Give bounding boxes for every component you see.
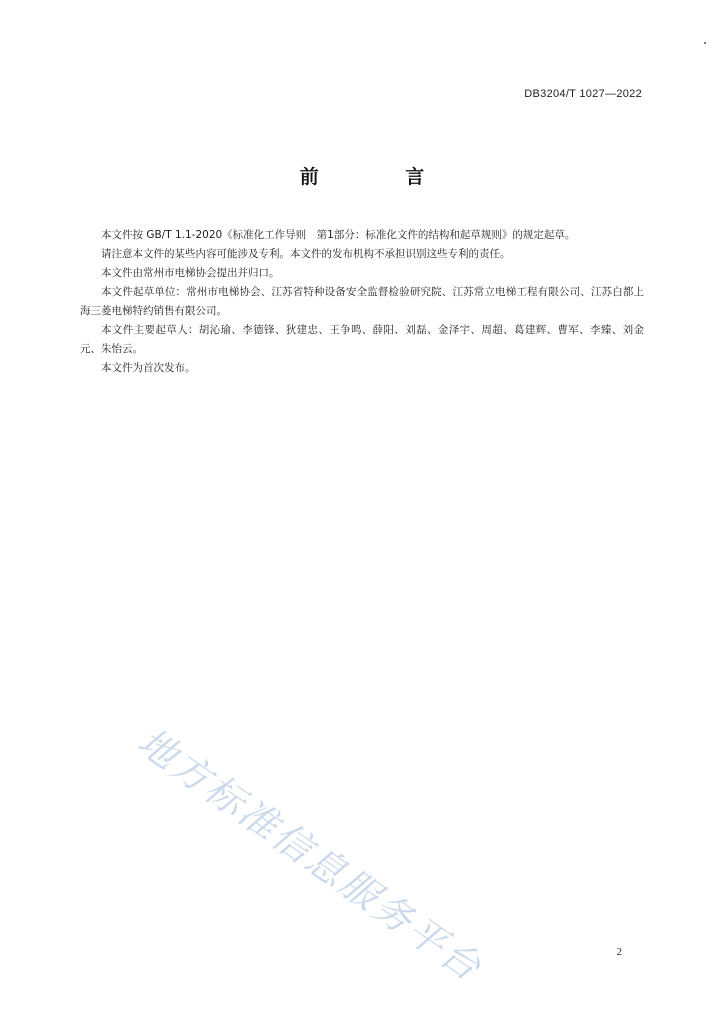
page-title: 前 言 <box>299 166 465 188</box>
foreword-body <box>80 226 644 378</box>
paragraph-proposer: 本文件由常州市电梯协会提出并归口。 <box>101 267 280 279</box>
document-code: DB3204/T 1027—2022 <box>524 88 642 100</box>
watermark: 地方标准信息服务平台 <box>129 719 491 991</box>
paragraph-first-release: 本文件为首次发布。 <box>101 362 196 374</box>
paragraph-drafting-rules: 本文件按 GB/T 1.1-2020《标准化工作导则 第1部分：标准化文件的结构和起草规则》的规定起草。 <box>101 229 576 241</box>
corner-mark <box>704 42 706 44</box>
paragraph-drafting-units: 本文件起草单位：常州市电梯协会、江苏省特种设备安全监督检验研究院、江苏常立电梯工程有限公司、江苏白都上海三菱电梯特约销售有限公司。 <box>80 286 644 317</box>
page-number: 2 <box>616 946 622 958</box>
paragraph-patent-notice: 请注意本文件的某些内容可能涉及专利。本文件的发布机构不承担识别这些专利的责任。 <box>101 248 511 260</box>
paragraph-drafters: 本文件主要起草人：胡沁瑜、李德锋、狄建忠、王争鸣、薛阳、刘磊、金泽宇、周超、葛建辉、曹军、李臻、刘金元、朱怡云。 <box>80 324 644 355</box>
